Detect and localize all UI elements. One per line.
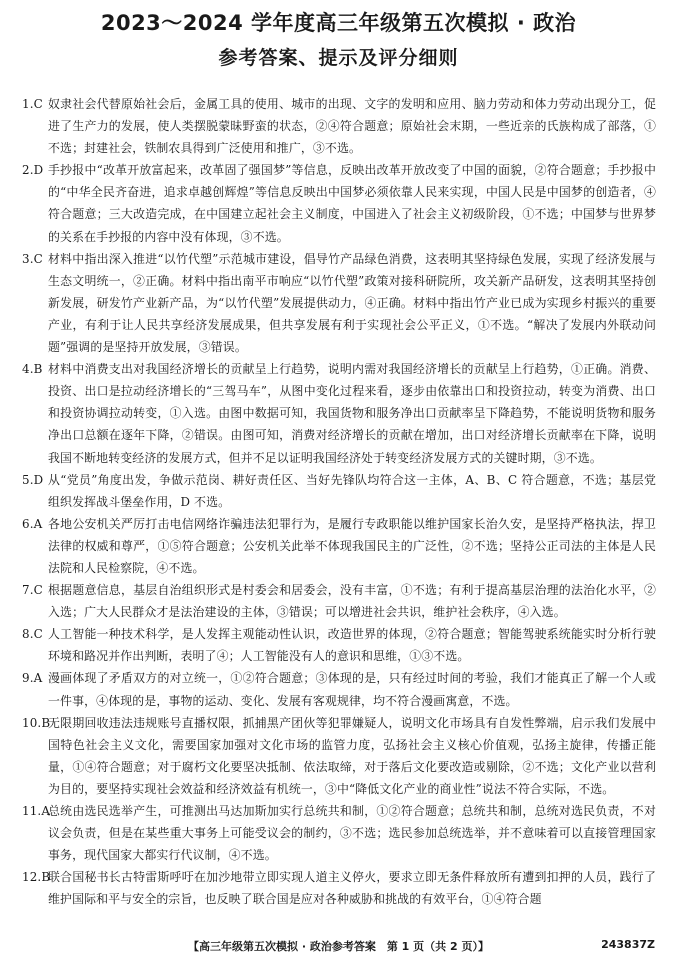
answer-explanation: 材料中指出深入推进“以竹代塑”示范城市建设，倡导竹产品绿色消费，这表明其坚持绿色发展，实现了经济发展与生态文明统一，②正确。材料中指出南平市响应“以竹代塑”政策对接科研院所，攻关新产品研发，这表明其坚持创新发展，研发竹产业新产品，为“以竹代塑”发展提供动力，④正确。材料中指出竹产业已成为实现乡村振兴的重要产业，有利于让人民共享经济发展成果，但共享发展有利于实现社会公平正义，①不选。“解决了发展内外联动问题”强调的是坚持开放发展，③错误。 [48,251,656,355]
answer-list [22,93,656,910]
answer-explanation: 材料中消费支出对我国经济增长的贡献呈上行趋势，说明内需对我国经济增长的贡献呈上行趋势，①正确。消费、投资、出口是拉动经济增长的“三驾马车”，从图中变化过程来看，逐步由依靠出口和投资拉动，转变为消费、出口和投资协调拉动转变，①入选。由图中数据可知，我国货物和服务净出口贡献率呈下降趋势，不能说明货物和服务净出口总额在逐年下降，②错误。由图可知，消费对经济增长的贡献在增加，出口对经济增长贡献率在下降，说明我国不断地转变经济的发展方式，但并不足以证明我国经济处于转变经济发展方式的关键时期，③不选。 [48,362,656,465]
answer-explanation: 人工智能一种技术科学，是人发挥主观能动性认识，改造世界的体现，②符合题意；智能驾驶系统能实时分析行驶环境和路况并作出判断，表明了④；人工智能没有人的意识和思维，①③不选。 [48,627,656,664]
answer-number: 9.A [22,671,43,686]
answer-number: 2.D [22,163,44,178]
answer-number: 1.C [22,97,43,111]
answer-explanation: 根据题意信息，基层自治组织形式是村委会和居委会，没有丰富，①不选；有利于提高基层治理的法治化水平，②入选；广大人民群众才是法治建设的主体，③错误；可以增进社会共识，维护社会秩序，④入选。 [48,583,656,620]
answer-number: 4.B [22,362,43,377]
answer-item-2 [22,159,656,247]
page-footer [0,938,677,958]
answer-item-4 [22,358,656,468]
answer-item-10 [22,712,656,800]
answer-explanation: 各地公安机关严厉打击电信网络诈骗违法犯罪行为，是履行专政职能以维护国家长治久安，是坚持严格执法，捍卫法律的权威和尊严，①⑤符合题意；公安机关此举不体现我国民主的广泛性，②不选；坚持公正司法的主体是人民法院和人民检察院，④不选。 [48,516,656,575]
answer-explanation: 无限期回收违法违规账号直播权限，抓捕黑产团伙等犯罪嫌疑人，说明文化市场具有自发性弊端，启示我们发展中国特色社会主义文化，需要国家加强对文化市场的监管力度，弘扬社会主义核心价值观，弘扬主旋律，传播正能量，①④符合题意；对于腐朽文化要坚决抵制、依法取缔，对于落后文化要改造或剔除，②不选；文化产业以营利为目的，要坚持实现社会效益和经济效益有机统一，③中“降低文化产业的商业性”说法不符合实际，不选。 [48,715,656,796]
page-subtitle: 参考答案、提示及评分细则 [218,47,459,69]
answer-number: 11.A [22,804,51,818]
answer-item-7 [22,579,656,623]
answer-explanation: 联合国秘书长古特雷斯呼吁在加沙地带立即实现人道主义停火，要求立即无条件释放所有遭到扣押的人员，践行了维护国际和平与安全的宗旨，也反映了联合国是应对各种威胁和挑战的有效平台，①④符合题 [48,870,656,907]
answer-item-6 [22,513,656,579]
answer-item-1 [22,93,656,159]
answer-explanation: 从“党员”角度出发，争做示范岗、耕好责任区、当好先锋队均符合这一主体，A、B、C 符合题意，不选；基层党组织发挥战斗堡垒作用，D 不选。 [48,472,656,509]
answer-number: 3.C [22,251,43,266]
answer-item-9 [22,667,656,711]
answer-item-3 [22,248,656,358]
page-title: 2023～2024 学年度高三年级第五次模拟 · 政治 [100,11,577,35]
answer-item-8 [22,623,656,667]
answer-explanation: 总统由选民选举产生，可推测出马达加斯加实行总统共和制，①②符合题意；总统共和制，总统对选民负责，不对议会负责，但是在某些重大事务上可能受议会的制约，③不选；选民参加总统选举，并不意味着可以直接管理国家事务，现代国家大都实行代议制，④不选。 [48,804,656,863]
answer-explanation: 手抄报中“改革开放富起来，改革固了强国梦”等信息，反映出改革开放改变了中国的面貌，②符合题意；手抄报中的“中华全民齐奋进，追求卓越创辉煌”等信息反映出中国梦必须依靠人民来实现，中国人民是中国梦的创造者，④符合题意；三大改造完成，在中国建立起社会主义制度，中国进入了社会主义初级阶段，①不选；中国梦与世界梦的关系在手抄报的内容中没有体现，③不选。 [48,163,656,244]
answer-explanation: 奴隶社会代替原始社会后，金属工具的使用、城市的出现、文字的发明和应用、脑力劳动和体力劳动出现分工，促进了生产力的发展，使人类摆脱蒙昧野蛮的状态，②④符合题意；原始社会末期，一些近亲的氏族构成了部落，①不选；封建社会，铁制农具得到广泛使用和推广，③不选。 [48,97,656,156]
answer-item-5 [22,469,656,513]
footer-page-info: 【高三年级第五次模拟 · 政治参考答案 第 1 页（共 2 页）】 [188,940,489,953]
answer-item-12 [22,866,656,910]
footer-code: 243837Z [601,938,655,951]
answer-number: 7.C [22,583,43,598]
answer-item-11 [22,800,656,866]
answer-number: 8.C [22,627,43,642]
answer-number: 12.B [22,870,51,885]
answer-number: 10.B [22,715,51,730]
answer-explanation: 漫画体现了矛盾双方的对立统一，①②符合题意；③体现的是，只有经过时间的考验，我们才能真正了解一个人或一件事，④体现的是，事物的运动、变化、发展有客观规律，均不符合漫画寓意，不选。 [48,671,656,708]
answer-number: 6.A [22,516,43,531]
answer-number: 5.D [22,472,44,487]
